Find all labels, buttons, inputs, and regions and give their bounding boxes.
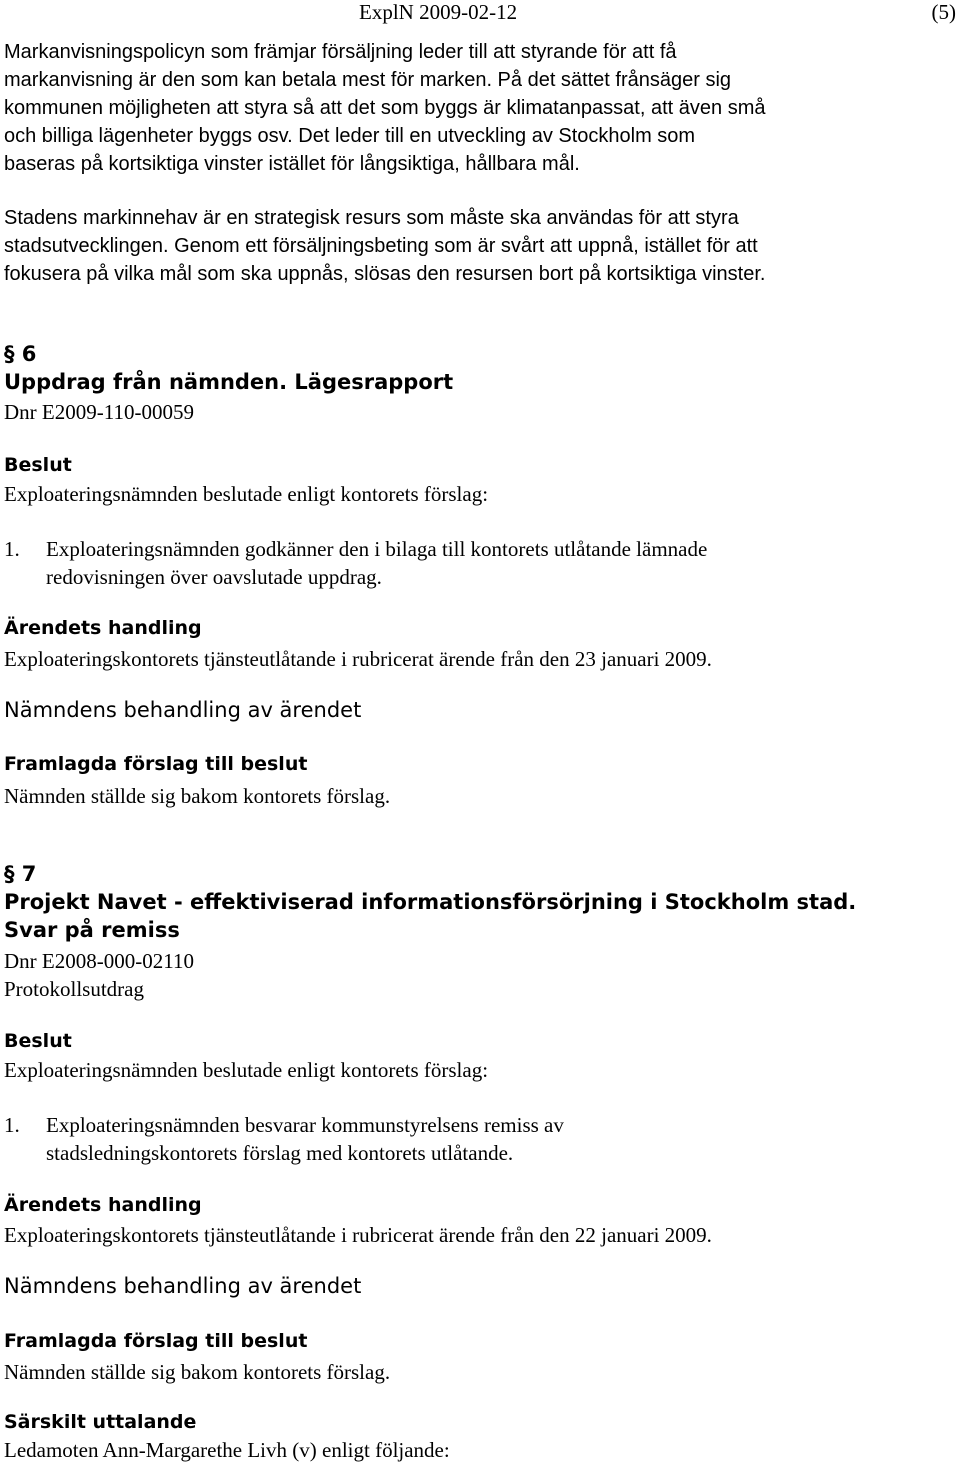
page-number: (5): [931, 0, 956, 24]
section-7-arendets-heading: Ärendets handling: [4, 1194, 202, 1216]
section-7-protokollsutdrag: Protokollsutdrag: [4, 977, 144, 1001]
text-line: Exploateringsnämnden besvarar kommunstyrelsens remiss av: [46, 1113, 564, 1137]
section-7-framlagda-heading: Framlagda förslag till beslut: [4, 1330, 308, 1352]
section-6-title: Uppdrag från nämnden. Lägesrapport: [4, 370, 454, 394]
text-line: Markanvisningspolicyn som främjar försäljning leder till att styrande för att få: [4, 41, 677, 63]
section-6-number: § 6: [4, 342, 37, 366]
item-number: 1.: [4, 1113, 20, 1137]
page-header: [0, 0, 960, 28]
text-line: och billiga lägenheter byggs osv. Det leder till en utveckling av Stockholm som: [4, 125, 696, 147]
section-7-decision-item: [4, 1111, 944, 1167]
section-7-dnr: Dnr E2008-000-02110: [4, 949, 194, 973]
text-line: fokusera på vilka mål som ska uppnås, slösas den resursen bort på kortsiktiga vinster.: [4, 263, 766, 285]
section-7-beslut-intro: Exploateringsnämnden beslutade enligt kontorets förslag:: [4, 1058, 489, 1082]
section-6-framlagda-heading: Framlagda förslag till beslut: [4, 753, 308, 775]
intro-paragraph-1: [4, 38, 956, 178]
section-6-behandling-heading: Nämndens behandling av ärendet: [4, 698, 362, 722]
item-number: 1.: [4, 537, 20, 561]
section-7-beslut-heading: Beslut: [4, 1030, 72, 1052]
text-line: Stadens markinnehav är en strategisk resurs som måste ska användas för att styra: [4, 207, 739, 229]
text-line: kommunen möjligheten att styra så att det som byggs är klimatanpassat, att även små: [4, 97, 766, 119]
item-text: [46, 535, 936, 591]
section-7-number: § 7: [4, 862, 37, 886]
text-line: stadsutvecklingen. Genom ett försäljningsbeting som är svårt att uppnå, istället för att: [4, 235, 758, 257]
text-line: markanvisning är den som kan betala mest för marken. På det sättet frånsäger sig: [4, 69, 732, 91]
section-7-sarskilt-heading: Särskilt uttalande: [4, 1411, 197, 1433]
section-7-title-line-1: Projekt Navet - effektiviserad informationsförsörjning i Stockholm stad.: [4, 890, 857, 914]
section-7-arendets-text: Exploateringskontorets tjänsteutlåtande i rubricerat ärende från den 22 januari 2009.: [4, 1223, 712, 1247]
section-6-arendets-text: Exploateringskontorets tjänsteutlåtande i rubricerat ärende från den 23 januari 2009.: [4, 647, 712, 671]
section-6-beslut-intro: Exploateringsnämnden beslutade enligt kontorets förslag:: [4, 482, 489, 506]
intro-paragraph-2: [4, 204, 956, 288]
section-6-framlagda-text: Nämnden ställde sig bakom kontorets förslag.: [4, 784, 391, 808]
document-id: ExplN 2009-02-12: [359, 0, 518, 24]
section-6-dnr: Dnr E2009-110-00059: [4, 400, 194, 424]
section-7-sarskilt-text: Ledamoten Ann-Margarethe Livh (v) enligt följande:: [4, 1438, 450, 1462]
section-7-title-line-2: Svar på remiss: [4, 918, 180, 942]
text-line: baseras på kortsiktiga vinster istället för långsiktiga, hållbara mål.: [4, 153, 580, 175]
section-6-decision-item: [4, 535, 944, 591]
text-line: Exploateringsnämnden godkänner den i bilaga till kontorets utlåtande lämnade: [46, 537, 708, 561]
section-7-behandling-heading: Nämndens behandling av ärendet: [4, 1274, 362, 1298]
item-text: [46, 1111, 936, 1167]
text-line: stadsledningskontorets förslag med kontorets utlåtande.: [46, 1141, 514, 1165]
section-6-arendets-heading: Ärendets handling: [4, 617, 202, 639]
section-6-beslut-heading: Beslut: [4, 454, 72, 476]
text-line: redovisningen över oavslutade uppdrag.: [46, 565, 382, 589]
section-7-framlagda-text: Nämnden ställde sig bakom kontorets förslag.: [4, 1360, 391, 1384]
